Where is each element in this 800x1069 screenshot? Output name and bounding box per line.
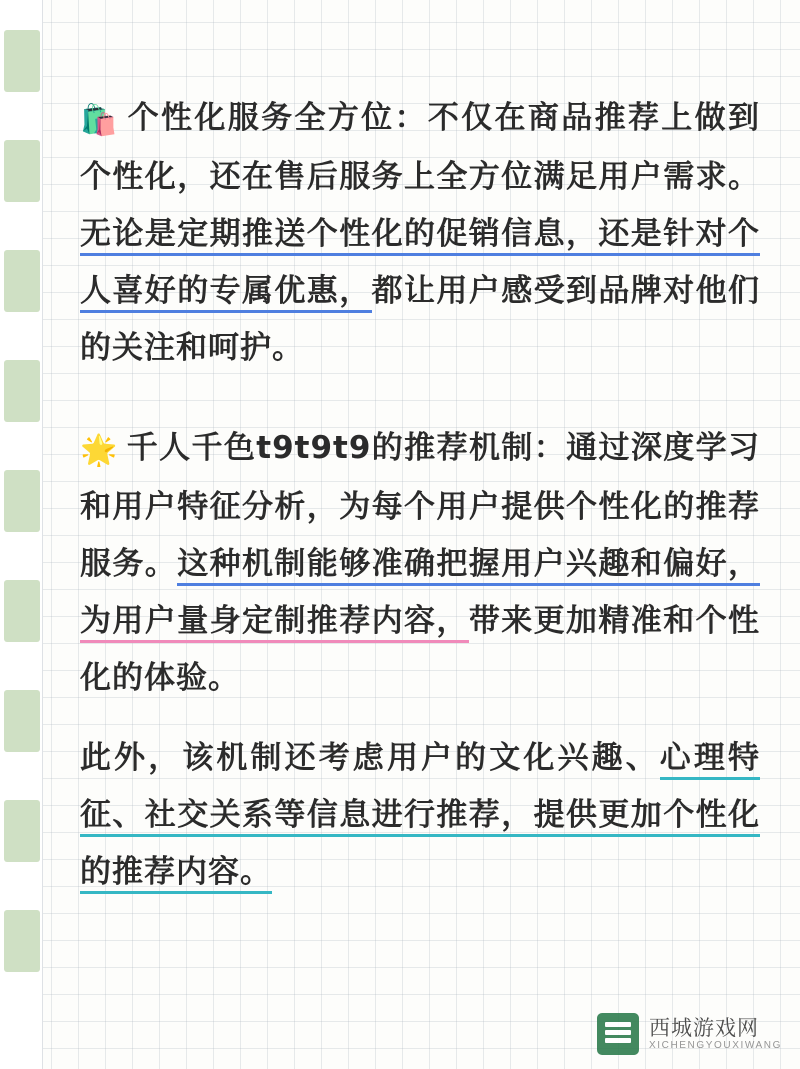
watermark	[597, 1013, 782, 1055]
paragraph-text-underlined-pink: 为用户量身定制推荐内容，	[80, 603, 469, 643]
paragraph-text-plain: 千人千色t9t9t9的推荐机制：通过深度学习和用户特征分析，为每个用户提供个性化的推荐服务。	[80, 430, 760, 582]
paragraph-text-plain: 带来更加精准和个性化的体验。	[80, 603, 761, 696]
binder-tab	[4, 360, 40, 422]
paragraph-text-plain: 都让用户感受到品牌对他们的关注和呵护。	[80, 273, 761, 366]
paragraph-text-plain: 个性化服务全方位：不仅在商品推荐上做到个性化，还在售后服务上全方位满足用户需求。	[80, 100, 760, 195]
binder-tab	[4, 140, 40, 202]
paragraph-personalized-service	[80, 90, 760, 377]
binder-tab	[4, 30, 40, 92]
paragraph-text-underlined-blue: 这种机制能够准确把握用户兴趣和偏好，	[177, 546, 760, 586]
binder-strip	[0, 0, 43, 1069]
binder-tab	[4, 800, 40, 862]
paragraph-recommendation-mechanism	[80, 420, 760, 707]
paragraph-additional-factors	[80, 730, 760, 901]
book-logo-icon	[597, 1013, 639, 1055]
paragraph-text-underlined-blue: 无论是定期推送个性化的促销信息，还是针对个人喜好的专属优惠，	[80, 216, 760, 313]
paragraph-text-underlined-teal: 心理特征、社交关系等信息进行推荐，提供更加个性化的推荐内容。	[80, 740, 760, 894]
paragraph-text-plain: 此外，该机制还考虑用户的文化兴趣、	[80, 740, 660, 776]
binder-tab	[4, 250, 40, 312]
binder-tab	[4, 690, 40, 752]
watermark-text	[649, 1017, 782, 1051]
star-emoji: 🌟	[80, 433, 119, 468]
binder-tab	[4, 470, 40, 532]
shopping-bag-emoji: 🛍️	[80, 103, 120, 138]
binder-tab	[4, 910, 40, 972]
note-content	[42, 0, 800, 1069]
binder-tab	[4, 580, 40, 642]
watermark-subtitle: XICHENGYOUXIWANG	[648, 1040, 782, 1052]
watermark-title: 西城游戏网	[648, 1015, 759, 1040]
